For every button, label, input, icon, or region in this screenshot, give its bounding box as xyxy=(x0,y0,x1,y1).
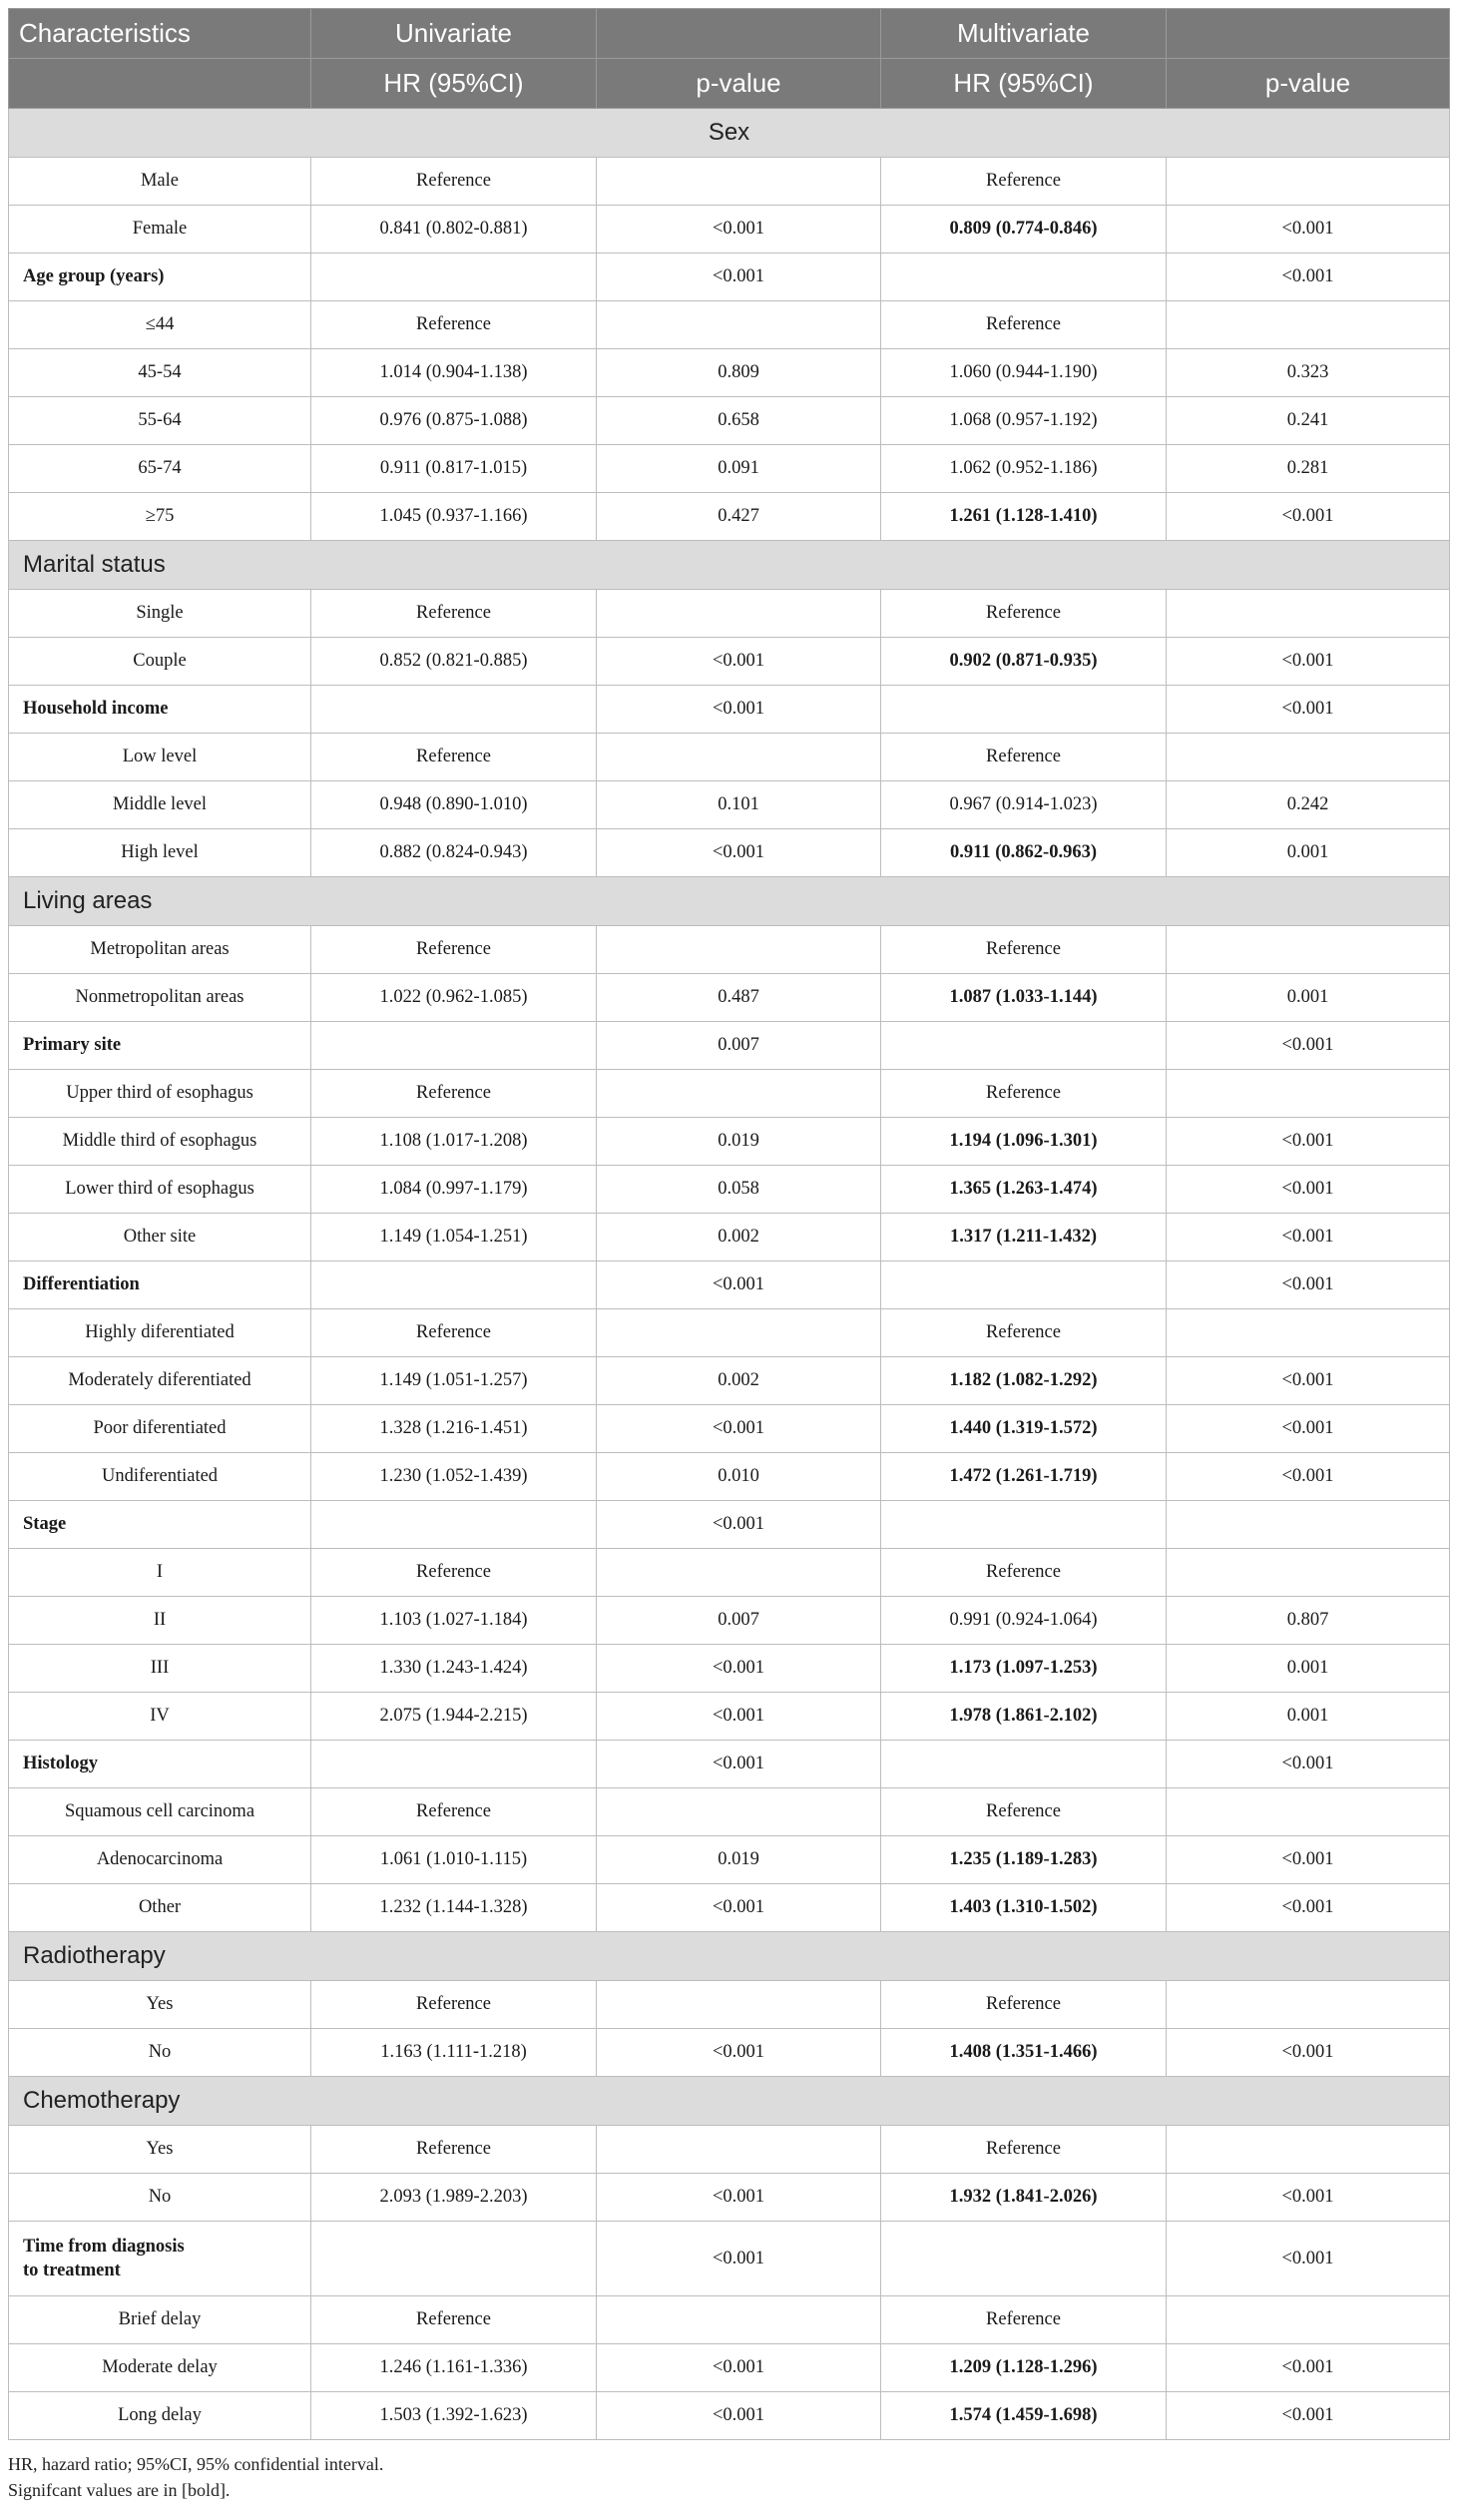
cell-uni-p: 0.002 xyxy=(597,1214,881,1261)
cell-multi-hr: 1.060 (0.944-1.190) xyxy=(881,349,1167,397)
cell-characteristic: Single xyxy=(9,590,311,638)
group-multi-p xyxy=(1167,1501,1450,1549)
cell-characteristic: No xyxy=(9,2029,311,2077)
cell-multi-hr: Reference xyxy=(881,301,1167,349)
table-header xyxy=(9,9,1450,109)
cell-uni-hr: Reference xyxy=(311,1549,597,1597)
cell-uni-p: <0.001 xyxy=(597,2344,881,2392)
cell-characteristic: Other site xyxy=(9,1214,311,1261)
group-row xyxy=(9,686,1450,734)
table-row xyxy=(9,445,1450,493)
group-multi-p: <0.001 xyxy=(1167,1261,1450,1309)
cell-multi-hr: 1.087 (1.033-1.144) xyxy=(881,974,1167,1022)
table-row xyxy=(9,638,1450,686)
cell-multi-hr: 1.317 (1.211-1.432) xyxy=(881,1214,1167,1261)
cell-uni-p xyxy=(597,926,881,974)
cell-multi-hr: 1.182 (1.082-1.292) xyxy=(881,1357,1167,1405)
table-row xyxy=(9,1549,1450,1597)
header-univariate: Univariate xyxy=(311,9,597,59)
cell-uni-p: 0.487 xyxy=(597,974,881,1022)
header-uni-hr: HR (95%CI) xyxy=(311,59,597,109)
cell-uni-p xyxy=(597,158,881,206)
group-uni-hr xyxy=(311,686,597,734)
cell-uni-hr: 1.045 (0.937-1.166) xyxy=(311,493,597,541)
table-body xyxy=(9,109,1450,2440)
table-row xyxy=(9,974,1450,1022)
cell-characteristic: ≥75 xyxy=(9,493,311,541)
cell-multi-p xyxy=(1167,1309,1450,1357)
cell-uni-p xyxy=(597,1309,881,1357)
cell-multi-p xyxy=(1167,1981,1450,2029)
cell-multi-p: <0.001 xyxy=(1167,638,1450,686)
cell-uni-hr: 1.061 (1.010-1.115) xyxy=(311,1836,597,1884)
cell-multi-p: <0.001 xyxy=(1167,2392,1450,2440)
cell-uni-hr: 1.149 (1.054-1.251) xyxy=(311,1214,597,1261)
cell-multi-p: 0.242 xyxy=(1167,781,1450,829)
cell-uni-hr: 1.022 (0.962-1.085) xyxy=(311,974,597,1022)
group-characteristic: Stage xyxy=(9,1501,311,1549)
table-row xyxy=(9,1884,1450,1932)
section-title: Sex xyxy=(9,109,1450,158)
cell-multi-p: <0.001 xyxy=(1167,1884,1450,1932)
group-multi-p: <0.001 xyxy=(1167,253,1450,301)
cell-multi-p: <0.001 xyxy=(1167,1118,1450,1166)
cell-multi-hr: Reference xyxy=(881,1070,1167,1118)
group-multi-hr xyxy=(881,686,1167,734)
group-row xyxy=(9,2222,1450,2296)
group-uni-hr xyxy=(311,1501,597,1549)
cell-uni-p xyxy=(597,1070,881,1118)
cell-multi-p: <0.001 xyxy=(1167,1166,1450,1214)
cell-multi-hr: 0.911 (0.862-0.963) xyxy=(881,829,1167,877)
cell-uni-hr: 2.093 (1.989-2.203) xyxy=(311,2174,597,2222)
cell-uni-hr: 1.246 (1.161-1.336) xyxy=(311,2344,597,2392)
cell-multi-hr: 1.365 (1.263-1.474) xyxy=(881,1166,1167,1214)
table-row xyxy=(9,1166,1450,1214)
table-row xyxy=(9,206,1450,253)
cell-uni-p: <0.001 xyxy=(597,829,881,877)
cell-uni-hr: Reference xyxy=(311,1070,597,1118)
cell-multi-hr: Reference xyxy=(881,590,1167,638)
group-row xyxy=(9,253,1450,301)
cell-multi-p: <0.001 xyxy=(1167,493,1450,541)
cell-characteristic: IV xyxy=(9,1693,311,1741)
cell-uni-hr: Reference xyxy=(311,926,597,974)
cell-multi-p: <0.001 xyxy=(1167,2174,1450,2222)
cell-multi-p xyxy=(1167,301,1450,349)
section-row xyxy=(9,2077,1450,2126)
cell-characteristic: 65-74 xyxy=(9,445,311,493)
cell-uni-hr: Reference xyxy=(311,158,597,206)
cell-characteristic: 55-64 xyxy=(9,397,311,445)
cell-characteristic: Moderately diferentiated xyxy=(9,1357,311,1405)
table-row xyxy=(9,397,1450,445)
section-title: Marital status xyxy=(9,541,1450,590)
cell-uni-p: <0.001 xyxy=(597,2029,881,2077)
table-row xyxy=(9,734,1450,781)
cell-uni-hr: 1.503 (1.392-1.623) xyxy=(311,2392,597,2440)
cell-characteristic: Male xyxy=(9,158,311,206)
cell-characteristic: High level xyxy=(9,829,311,877)
cell-uni-p: 0.091 xyxy=(597,445,881,493)
cell-uni-hr: Reference xyxy=(311,1309,597,1357)
cell-characteristic: Undiferentiated xyxy=(9,1453,311,1501)
table-row xyxy=(9,1118,1450,1166)
cell-uni-hr: 0.882 (0.824-0.943) xyxy=(311,829,597,877)
cell-uni-hr: 2.075 (1.944-2.215) xyxy=(311,1693,597,1741)
header-multivariate: Multivariate xyxy=(881,9,1167,59)
cell-multi-p: 0.001 xyxy=(1167,829,1450,877)
cell-multi-p: <0.001 xyxy=(1167,2344,1450,2392)
section-row xyxy=(9,109,1450,158)
group-uni-p: <0.001 xyxy=(597,253,881,301)
hazard-ratio-table xyxy=(8,8,1450,2440)
cell-multi-hr: 1.261 (1.128-1.410) xyxy=(881,493,1167,541)
cell-multi-p xyxy=(1167,1788,1450,1836)
cell-uni-hr: Reference xyxy=(311,301,597,349)
document-page xyxy=(8,8,1449,2503)
cell-uni-p xyxy=(597,1981,881,2029)
table-row xyxy=(9,1070,1450,1118)
cell-multi-p: <0.001 xyxy=(1167,1836,1450,1884)
cell-uni-p: 0.101 xyxy=(597,781,881,829)
group-uni-hr xyxy=(311,1022,597,1070)
group-multi-hr xyxy=(881,1741,1167,1788)
table-row xyxy=(9,1693,1450,1741)
cell-uni-p: <0.001 xyxy=(597,1693,881,1741)
cell-uni-p: <0.001 xyxy=(597,1645,881,1693)
cell-multi-hr: 1.932 (1.841-2.026) xyxy=(881,2174,1167,2222)
table-row xyxy=(9,781,1450,829)
cell-multi-hr: 1.408 (1.351-1.466) xyxy=(881,2029,1167,2077)
cell-multi-p xyxy=(1167,590,1450,638)
group-label-line: Time from diagnosis xyxy=(23,2236,185,2257)
table-row xyxy=(9,1836,1450,1884)
cell-uni-hr: 1.103 (1.027-1.184) xyxy=(311,1597,597,1645)
cell-multi-hr: 1.209 (1.128-1.296) xyxy=(881,2344,1167,2392)
cell-uni-hr: Reference xyxy=(311,1981,597,2029)
group-uni-hr xyxy=(311,253,597,301)
cell-uni-p: <0.001 xyxy=(597,1405,881,1453)
cell-multi-p: <0.001 xyxy=(1167,1214,1450,1261)
cell-multi-p xyxy=(1167,158,1450,206)
cell-multi-hr: Reference xyxy=(881,1981,1167,2029)
header-blank-1 xyxy=(597,9,881,59)
header-blank-3 xyxy=(9,59,311,109)
group-uni-p: <0.001 xyxy=(597,686,881,734)
table-row xyxy=(9,590,1450,638)
cell-multi-hr: 1.194 (1.096-1.301) xyxy=(881,1118,1167,1166)
table-row xyxy=(9,2174,1450,2222)
cell-uni-p: 0.007 xyxy=(597,1597,881,1645)
cell-characteristic: Poor diferentiated xyxy=(9,1405,311,1453)
group-uni-hr xyxy=(311,1261,597,1309)
table-row xyxy=(9,1788,1450,1836)
table-row xyxy=(9,1309,1450,1357)
table-row xyxy=(9,2392,1450,2440)
cell-uni-hr: 1.149 (1.051-1.257) xyxy=(311,1357,597,1405)
table-row xyxy=(9,1645,1450,1693)
group-characteristic: Differentiation xyxy=(9,1261,311,1309)
cell-multi-hr: Reference xyxy=(881,1549,1167,1597)
footnotes xyxy=(8,2452,1449,2503)
table-row xyxy=(9,2296,1450,2344)
cell-multi-hr: 1.440 (1.319-1.572) xyxy=(881,1405,1167,1453)
table-row xyxy=(9,1981,1450,2029)
cell-characteristic: Brief delay xyxy=(9,2296,311,2344)
cell-uni-hr: 1.108 (1.017-1.208) xyxy=(311,1118,597,1166)
cell-characteristic: II xyxy=(9,1597,311,1645)
cell-characteristic: III xyxy=(9,1645,311,1693)
cell-uni-p: <0.001 xyxy=(597,638,881,686)
group-uni-p: <0.001 xyxy=(597,1741,881,1788)
header-multi-hr: HR (95%CI) xyxy=(881,59,1167,109)
cell-characteristic: No xyxy=(9,2174,311,2222)
group-uni-p: <0.001 xyxy=(597,2222,881,2296)
group-characteristic xyxy=(9,2222,311,2296)
cell-uni-p: <0.001 xyxy=(597,2174,881,2222)
group-multi-hr xyxy=(881,2222,1167,2296)
group-multi-p: <0.001 xyxy=(1167,1022,1450,1070)
cell-multi-hr: 1.173 (1.097-1.253) xyxy=(881,1645,1167,1693)
cell-uni-hr: 1.230 (1.052-1.439) xyxy=(311,1453,597,1501)
cell-characteristic: Middle third of esophagus xyxy=(9,1118,311,1166)
cell-uni-p xyxy=(597,1788,881,1836)
cell-multi-p: <0.001 xyxy=(1167,206,1450,253)
cell-uni-p: 0.019 xyxy=(597,1836,881,1884)
group-multi-p: <0.001 xyxy=(1167,2222,1450,2296)
cell-multi-p xyxy=(1167,2126,1450,2174)
cell-multi-hr: 1.235 (1.189-1.283) xyxy=(881,1836,1167,1884)
cell-characteristic: Upper third of esophagus xyxy=(9,1070,311,1118)
cell-characteristic: Lower third of esophagus xyxy=(9,1166,311,1214)
group-multi-p: <0.001 xyxy=(1167,1741,1450,1788)
cell-characteristic: Long delay xyxy=(9,2392,311,2440)
cell-uni-p xyxy=(597,734,881,781)
cell-multi-p xyxy=(1167,1549,1450,1597)
cell-uni-p xyxy=(597,2126,881,2174)
header-blank-2 xyxy=(1167,9,1450,59)
cell-characteristic: Metropolitan areas xyxy=(9,926,311,974)
section-title: Living areas xyxy=(9,877,1450,926)
cell-multi-hr: 0.902 (0.871-0.935) xyxy=(881,638,1167,686)
header-uni-p: p-value xyxy=(597,59,881,109)
cell-uni-p: 0.010 xyxy=(597,1453,881,1501)
table-row xyxy=(9,1214,1450,1261)
cell-characteristic: ≤44 xyxy=(9,301,311,349)
cell-multi-hr: 1.068 (0.957-1.192) xyxy=(881,397,1167,445)
header-row-2 xyxy=(9,59,1450,109)
table-row xyxy=(9,829,1450,877)
table-row xyxy=(9,1597,1450,1645)
cell-uni-p xyxy=(597,2296,881,2344)
cell-multi-p: 0.807 xyxy=(1167,1597,1450,1645)
cell-multi-hr: 1.574 (1.459-1.698) xyxy=(881,2392,1167,2440)
cell-multi-hr: Reference xyxy=(881,734,1167,781)
cell-multi-hr: 0.991 (0.924-1.064) xyxy=(881,1597,1167,1645)
section-row xyxy=(9,1932,1450,1981)
table-row xyxy=(9,2344,1450,2392)
section-row xyxy=(9,877,1450,926)
cell-multi-hr: 1.403 (1.310-1.502) xyxy=(881,1884,1167,1932)
table-row xyxy=(9,2029,1450,2077)
cell-uni-hr: 1.232 (1.144-1.328) xyxy=(311,1884,597,1932)
cell-uni-hr: 1.014 (0.904-1.138) xyxy=(311,349,597,397)
cell-multi-hr: 0.967 (0.914-1.023) xyxy=(881,781,1167,829)
cell-characteristic: Moderate delay xyxy=(9,2344,311,2392)
cell-uni-hr: 1.084 (0.997-1.179) xyxy=(311,1166,597,1214)
cell-characteristic: Middle level xyxy=(9,781,311,829)
header-multi-p: p-value xyxy=(1167,59,1450,109)
group-row xyxy=(9,1261,1450,1309)
table-row xyxy=(9,926,1450,974)
group-multi-hr xyxy=(881,253,1167,301)
cell-uni-hr: 0.976 (0.875-1.088) xyxy=(311,397,597,445)
cell-uni-p: 0.058 xyxy=(597,1166,881,1214)
group-uni-p: <0.001 xyxy=(597,1261,881,1309)
group-label-line: to treatment xyxy=(23,2261,121,2280)
cell-uni-p: <0.001 xyxy=(597,206,881,253)
cell-multi-p xyxy=(1167,926,1450,974)
cell-uni-hr: Reference xyxy=(311,1788,597,1836)
table-row xyxy=(9,2126,1450,2174)
cell-multi-hr: Reference xyxy=(881,2126,1167,2174)
table-row xyxy=(9,1405,1450,1453)
cell-uni-hr: 0.911 (0.817-1.015) xyxy=(311,445,597,493)
cell-uni-p xyxy=(597,590,881,638)
group-uni-p: 0.007 xyxy=(597,1022,881,1070)
cell-multi-hr: Reference xyxy=(881,2296,1167,2344)
group-uni-hr xyxy=(311,1741,597,1788)
section-title: Chemotherapy xyxy=(9,2077,1450,2126)
cell-uni-hr: 0.948 (0.890-1.010) xyxy=(311,781,597,829)
table-row xyxy=(9,493,1450,541)
cell-characteristic: Yes xyxy=(9,2126,311,2174)
footnote-bold-note: Signifcant values are in [bold]. xyxy=(8,2479,231,2500)
cell-multi-hr: 1.472 (1.261-1.719) xyxy=(881,1453,1167,1501)
group-row xyxy=(9,1501,1450,1549)
table-row xyxy=(9,301,1450,349)
group-characteristic: Primary site xyxy=(9,1022,311,1070)
cell-uni-p: 0.427 xyxy=(597,493,881,541)
cell-multi-p: <0.001 xyxy=(1167,1453,1450,1501)
cell-uni-p: 0.809 xyxy=(597,349,881,397)
cell-uni-hr: 1.328 (1.216-1.451) xyxy=(311,1405,597,1453)
cell-multi-p: 0.001 xyxy=(1167,1645,1450,1693)
table-row xyxy=(9,1453,1450,1501)
cell-multi-hr: Reference xyxy=(881,1788,1167,1836)
cell-characteristic: I xyxy=(9,1549,311,1597)
cell-multi-p xyxy=(1167,2296,1450,2344)
table-row xyxy=(9,158,1450,206)
cell-multi-p: 0.001 xyxy=(1167,1693,1450,1741)
group-multi-hr xyxy=(881,1261,1167,1309)
cell-uni-p: 0.019 xyxy=(597,1118,881,1166)
section-row xyxy=(9,541,1450,590)
group-multi-hr xyxy=(881,1501,1167,1549)
cell-uni-p: <0.001 xyxy=(597,1884,881,1932)
cell-characteristic: Female xyxy=(9,206,311,253)
cell-characteristic: Adenocarcinoma xyxy=(9,1836,311,1884)
group-uni-hr xyxy=(311,2222,597,2296)
cell-multi-p: <0.001 xyxy=(1167,2029,1450,2077)
cell-multi-p: <0.001 xyxy=(1167,1357,1450,1405)
cell-multi-p xyxy=(1167,1070,1450,1118)
cell-uni-hr: Reference xyxy=(311,2126,597,2174)
header-characteristics: Characteristics xyxy=(9,9,311,59)
cell-uni-p: 0.002 xyxy=(597,1357,881,1405)
cell-multi-hr: Reference xyxy=(881,158,1167,206)
section-title: Radiotherapy xyxy=(9,1932,1450,1981)
cell-uni-hr: 1.163 (1.111-1.218) xyxy=(311,2029,597,2077)
group-characteristic: Age group (years) xyxy=(9,253,311,301)
group-characteristic: Histology xyxy=(9,1741,311,1788)
table-row xyxy=(9,1357,1450,1405)
cell-uni-p: 0.658 xyxy=(597,397,881,445)
cell-uni-hr: Reference xyxy=(311,734,597,781)
cell-multi-hr: 0.809 (0.774-0.846) xyxy=(881,206,1167,253)
cell-characteristic: Highly diferentiated xyxy=(9,1309,311,1357)
table-row xyxy=(9,349,1450,397)
header-row-1 xyxy=(9,9,1450,59)
cell-multi-p xyxy=(1167,734,1450,781)
group-multi-hr xyxy=(881,1022,1167,1070)
cell-uni-p: <0.001 xyxy=(597,2392,881,2440)
cell-multi-hr: Reference xyxy=(881,1309,1167,1357)
cell-multi-p: <0.001 xyxy=(1167,1405,1450,1453)
cell-characteristic: 45-54 xyxy=(9,349,311,397)
footnote-abbreviations: HR, hazard ratio; 95%CI, 95% confidential interval. xyxy=(8,2454,384,2474)
cell-uni-p xyxy=(597,301,881,349)
cell-characteristic: Couple xyxy=(9,638,311,686)
cell-multi-p: 0.001 xyxy=(1167,974,1450,1022)
cell-multi-hr: Reference xyxy=(881,926,1167,974)
cell-uni-hr: 0.841 (0.802-0.881) xyxy=(311,206,597,253)
cell-uni-hr: 0.852 (0.821-0.885) xyxy=(311,638,597,686)
group-multi-p: <0.001 xyxy=(1167,686,1450,734)
cell-uni-p xyxy=(597,1549,881,1597)
cell-multi-hr: 1.062 (0.952-1.186) xyxy=(881,445,1167,493)
cell-uni-hr: Reference xyxy=(311,590,597,638)
cell-characteristic: Yes xyxy=(9,1981,311,2029)
cell-characteristic: Low level xyxy=(9,734,311,781)
group-characteristic: Household income xyxy=(9,686,311,734)
cell-uni-hr: 1.330 (1.243-1.424) xyxy=(311,1645,597,1693)
cell-uni-hr: Reference xyxy=(311,2296,597,2344)
cell-multi-hr: 1.978 (1.861-2.102) xyxy=(881,1693,1167,1741)
group-row xyxy=(9,1741,1450,1788)
cell-multi-p: 0.241 xyxy=(1167,397,1450,445)
cell-characteristic: Nonmetropolitan areas xyxy=(9,974,311,1022)
cell-characteristic: Squamous cell carcinoma xyxy=(9,1788,311,1836)
cell-multi-p: 0.281 xyxy=(1167,445,1450,493)
group-row xyxy=(9,1022,1450,1070)
group-uni-p: <0.001 xyxy=(597,1501,881,1549)
cell-multi-p: 0.323 xyxy=(1167,349,1450,397)
cell-characteristic: Other xyxy=(9,1884,311,1932)
